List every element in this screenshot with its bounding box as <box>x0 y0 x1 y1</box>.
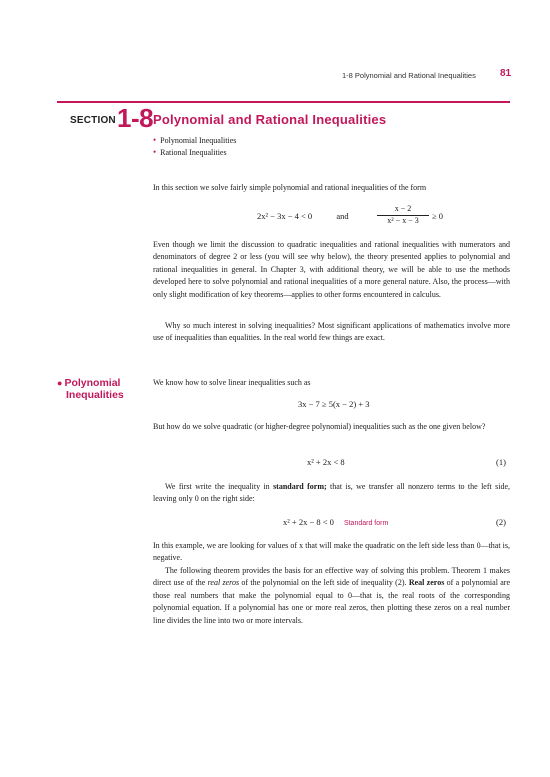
section-title: Polynomial and Rational Inequalities <box>153 112 387 127</box>
body-paragraph-5: We first write the inequality in standard form; that is, we transfer all nonzero terms to the left side, leaving only 0 on the right side: <box>153 482 511 504</box>
page-number: 81 <box>500 68 512 79</box>
body-paragraph-6: In this example, we are looking for values of x that will make the quadratic on the left side less than 0—that is, negative. <box>153 541 510 563</box>
body-paragraph-2: Why so much interest in solving inequalities? Most significant applications of mathematics involve more use of inequalities than equalities. In the real world few things are exact. <box>153 321 510 343</box>
standard-form-note: Standard form <box>343 520 389 527</box>
rational-fraction: $\frac{x - 2}{\text{x² − x − 3}}$ <box>377 204 429 226</box>
intro-paragraph: In this section we solve fairly simple polynomial and rational inequalities of the form <box>153 183 427 192</box>
body-paragraph-4: But how do we solve quadratic (or higher-degree polynomial) inequalities such as the one given below? <box>153 422 486 431</box>
fraction-relation: ≥ 0 <box>432 211 444 221</box>
topic-item: • Polynomial Inequalities <box>153 135 236 147</box>
topic-item: • Rational Inequalities <box>153 147 236 159</box>
equation-number-1: (1) <box>496 457 506 467</box>
section-number: 1-8 <box>117 103 154 133</box>
body-paragraph-3: We know how to solve linear inequalities such as <box>153 378 311 387</box>
body-paragraph-1: Even though we limit the discussion to quadratic inequalities and rational inequalities with numerators and denominators of degree 2 or less (you will see why below), the theory presented applies to polynomial and rational inequalities in general. In Chapter 3, with additional theory, we will be able to use the methods developed here to solve polynomial and rational inequalities of a more general nature. Also, the process—with only slight modification of key theorems—applies to other forms encountered in calculus. <box>153 240 510 299</box>
section-label: SECTION <box>70 115 116 126</box>
display-linear-inequality: 3x − 7 ≥ 5(x − 2) + 3 <box>298 399 370 409</box>
display-inequality-1: 2x² − 3x − 4 < 0 and <box>257 211 349 221</box>
equation-number-2: (2) <box>496 517 506 527</box>
equation-2: x² + 2x − 8 < 0 Standard form <box>283 517 389 527</box>
body-paragraph-7: The following theorem provides the basis for an effective way of solving this problem. Theorem 1 makes direct use of the real zeros of the polynomial on the left side of inequality (2). Real zeros of a polynomial are those real numbers that make the polynomial equal to 0—that is, the real roots of the corresponding polynomial equation. If a polynomial has one or more real zeros, then plotting these zeros on a real number line divides the line into two or more intervals. <box>153 566 511 625</box>
equation-1: x² + 2x < 8 <box>307 457 345 467</box>
running-header: 1-8 Polynomial and Rational Inequalities <box>342 71 476 80</box>
subsection-heading: ● Polynomial Inequalities <box>57 377 124 401</box>
topic-list <box>153 135 236 158</box>
